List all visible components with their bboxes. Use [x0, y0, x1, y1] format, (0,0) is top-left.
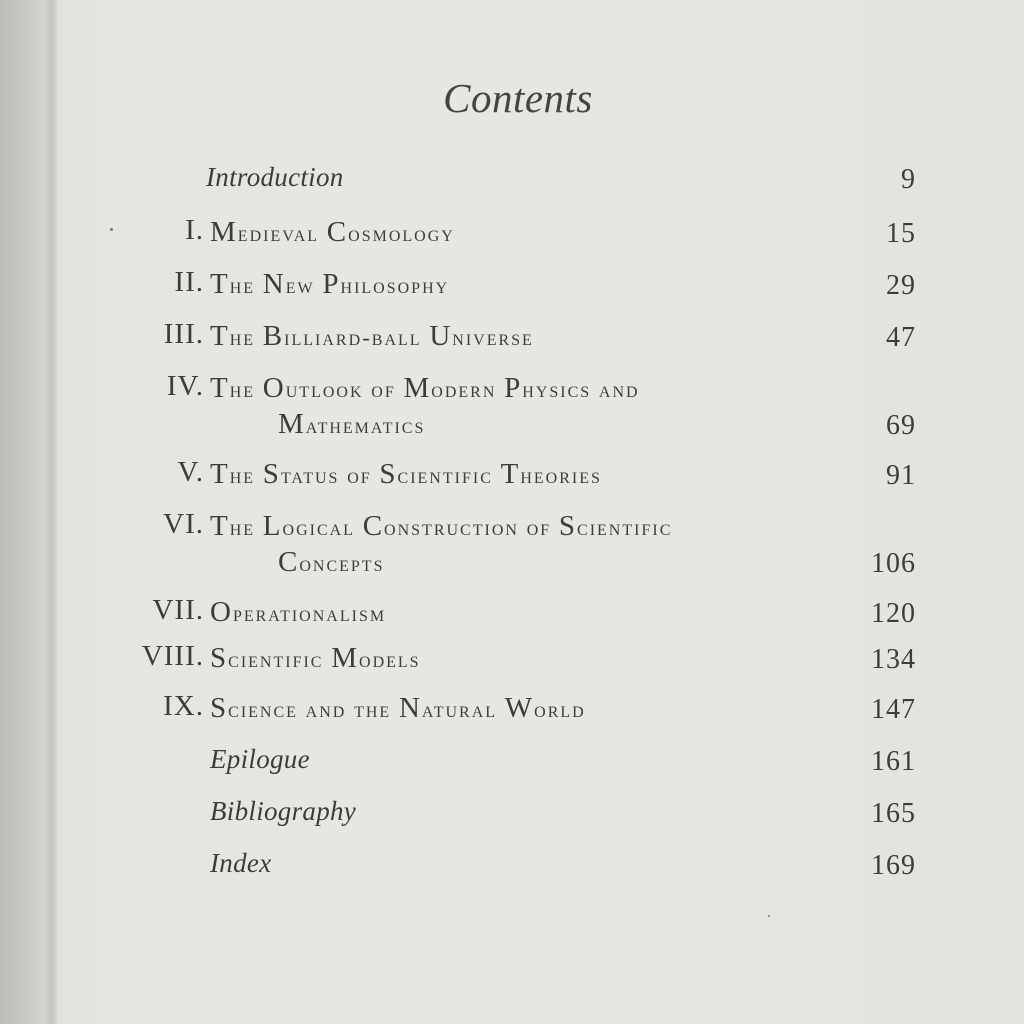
page-number: 134: [871, 644, 916, 675]
chapter-title: The Logical Construction of Scientific: [210, 510, 673, 542]
page-number: 147: [871, 694, 916, 725]
chapter-number: I.: [185, 214, 204, 246]
chapter-number: VIII.: [141, 640, 204, 672]
chapter-title: Scientific Models: [210, 642, 421, 674]
page-number: 91: [886, 460, 916, 491]
chapter-title: Introduction: [206, 162, 344, 192]
toc-entry: [0, 370, 1024, 450]
chapter-title-continued: Concepts: [278, 546, 385, 578]
page-number: 169: [871, 850, 916, 881]
toc-entry: [0, 318, 1024, 358]
chapter-number: III.: [163, 318, 204, 350]
chapter-number: V.: [177, 456, 204, 488]
toc-entry: [0, 160, 1024, 200]
chapter-title: Index: [210, 848, 272, 878]
toc-entry: [0, 214, 1024, 254]
toc-entry: [0, 456, 1024, 496]
page-number: 106: [871, 548, 916, 579]
toc-entry: [0, 742, 1024, 782]
toc-entry: [0, 266, 1024, 306]
toc-entry: [0, 640, 1024, 680]
page-number: 69: [886, 410, 916, 441]
chapter-number: IX.: [163, 690, 204, 722]
page-number: 29: [886, 270, 916, 301]
page-number: 15: [886, 218, 916, 249]
paper-speck: [768, 915, 770, 917]
chapter-title: The Status of Scientific Theories: [210, 458, 602, 490]
toc-entry: [0, 794, 1024, 834]
chapter-title: Operationalism: [210, 596, 387, 628]
toc-entry: [0, 846, 1024, 886]
toc-entry: [0, 594, 1024, 634]
chapter-title: The New Philosophy: [210, 268, 450, 300]
toc-entry: [0, 690, 1024, 730]
toc-entry: [0, 508, 1024, 588]
page-number: 120: [871, 598, 916, 629]
chapter-title: Science and the Natural World: [210, 692, 586, 724]
chapter-number: IV.: [166, 370, 204, 402]
chapter-title: Bibliography: [210, 796, 357, 826]
page-number: 161: [871, 746, 916, 777]
chapter-title: The Outlook of Modern Physics and: [210, 372, 640, 404]
chapter-number: VII.: [152, 594, 204, 626]
chapter-number: II.: [174, 266, 204, 298]
chapter-number: VI.: [163, 508, 204, 540]
page-number: 165: [871, 798, 916, 829]
chapter-title: The Billiard-ball Universe: [210, 320, 534, 352]
chapter-title-continued: Mathematics: [278, 408, 426, 440]
page-number: 47: [886, 322, 916, 353]
chapter-title: Epilogue: [210, 744, 310, 774]
page-title: Contents: [443, 75, 593, 121]
page-number: 9: [901, 164, 916, 195]
chapter-title: Medieval Cosmology: [210, 216, 455, 248]
